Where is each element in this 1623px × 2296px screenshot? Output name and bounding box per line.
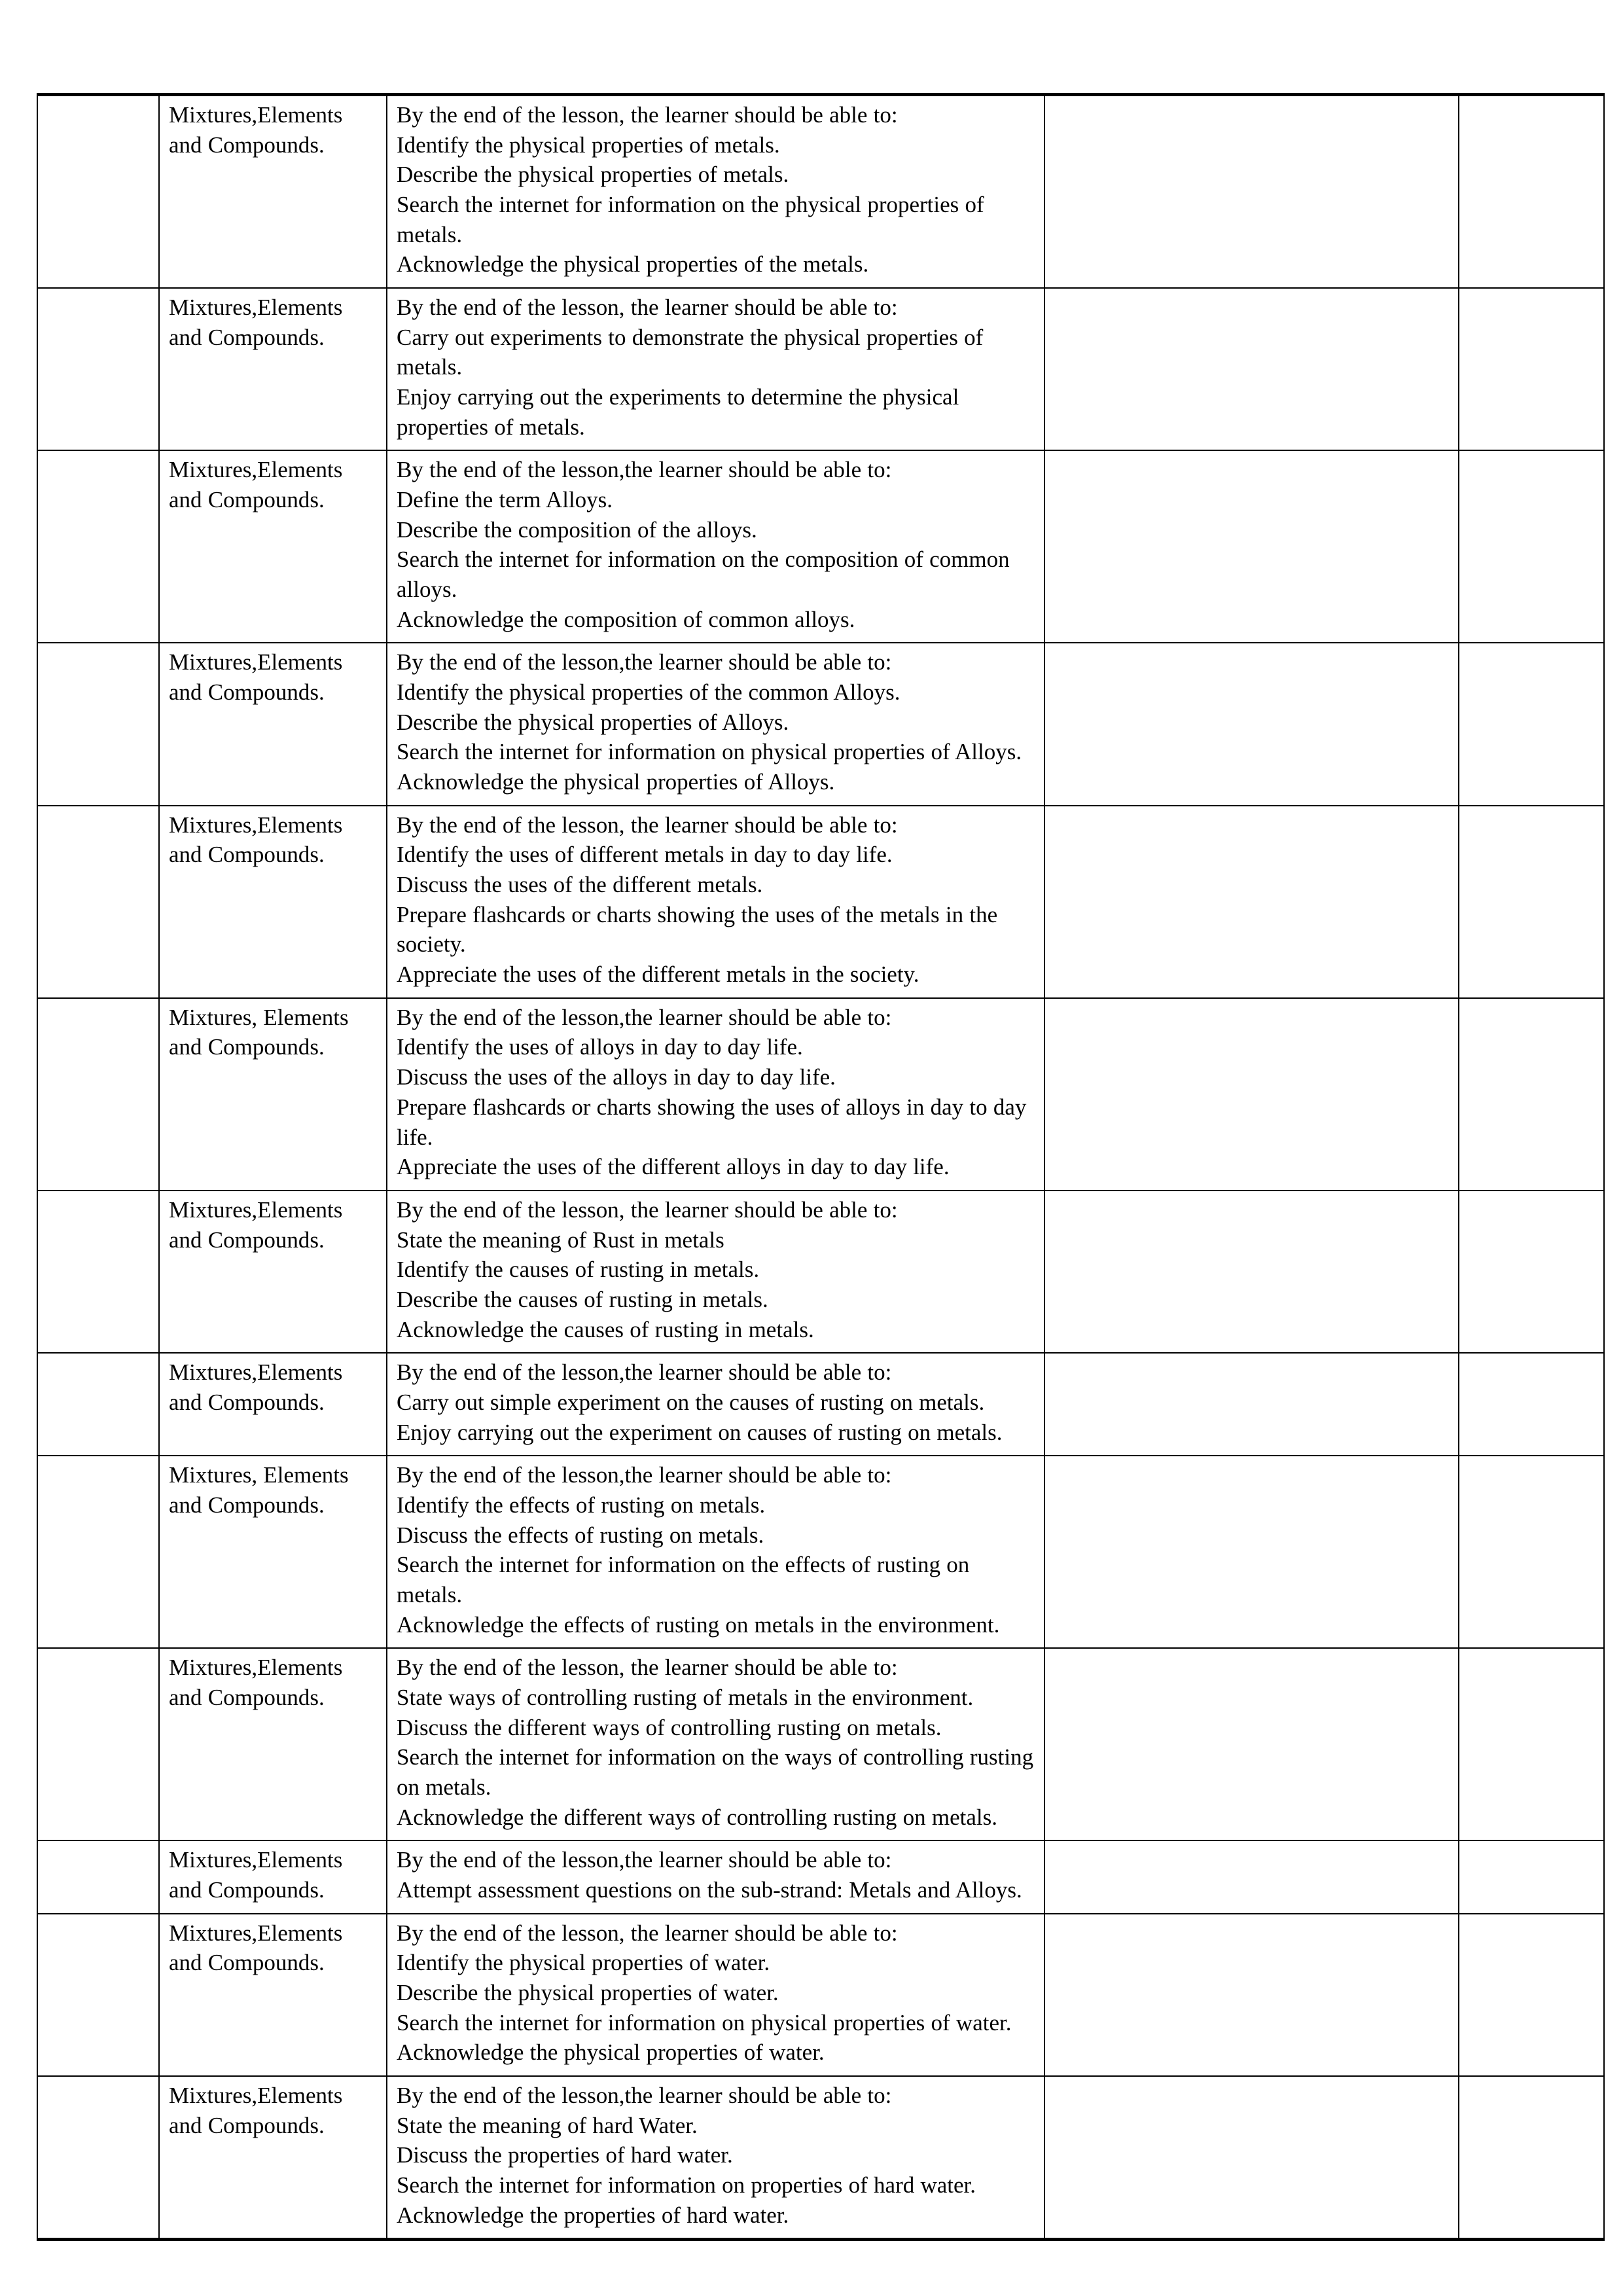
cell-blank-learning-experiences[interactable] — [1044, 998, 1459, 1191]
outcome-line: Appreciate the uses of the different metals in the society. — [397, 961, 919, 988]
sub-strand-text: Mixtures,Elements and Compounds. — [169, 295, 343, 350]
outcome-line: By the end of the lesson, the learner should be able to: — [397, 812, 898, 838]
outcome-line: Prepare flashcards or charts showing the uses of the metals in the society. — [397, 901, 998, 958]
cell-blank-learning-experiences[interactable] — [1044, 1353, 1459, 1456]
cell-blank-left[interactable] — [37, 1353, 159, 1456]
cell-blank-left[interactable] — [37, 1456, 159, 1648]
table-row — [37, 1353, 1604, 1456]
cell-blank-right[interactable] — [1459, 1840, 1604, 1913]
outcome-line: Acknowledge the composition of common alloys. — [397, 606, 855, 632]
cell-blank-learning-experiences[interactable] — [1044, 288, 1459, 450]
outcome-line: By the end of the lesson, the learner should be able to: — [397, 1655, 898, 1681]
outcome-line: By the end of the lesson,the learner should be able to: — [397, 2082, 892, 2108]
outcome-line: Identify the causes of rusting in metals. — [397, 1257, 760, 1283]
outcome-line: Describe the physical properties of metals. — [397, 162, 789, 188]
cell-learning-outcomes — [387, 998, 1044, 1191]
cell-blank-right[interactable] — [1459, 288, 1604, 450]
cell-sub-strand — [159, 643, 387, 805]
outcome-line: By the end of the lesson,the learner should be able to: — [397, 1359, 892, 1386]
cell-sub-strand — [159, 2076, 387, 2240]
cell-blank-left[interactable] — [37, 643, 159, 805]
table-row — [37, 1191, 1604, 1353]
cell-blank-learning-experiences[interactable] — [1044, 450, 1459, 643]
outcome-line: Describe the causes of rusting in metals. — [397, 1286, 768, 1312]
outcome-line: Acknowledge the properties of hard water. — [397, 2202, 789, 2228]
cell-blank-learning-experiences[interactable] — [1044, 806, 1459, 998]
cell-blank-left[interactable] — [37, 95, 159, 289]
table-row — [37, 1840, 1604, 1913]
cell-learning-outcomes — [387, 2076, 1044, 2240]
outcome-line: Describe the composition of the alloys. — [397, 516, 757, 543]
sub-strand-text: Mixtures,Elements and Compounds. — [169, 1196, 343, 1253]
outcome-line: Identify the physical properties of metals. — [397, 132, 780, 158]
outcome-line: Identify the uses of different metals in day to day life. — [397, 842, 893, 868]
sub-strand-text: Mixtures,Elements and Compounds. — [169, 649, 343, 706]
cell-blank-right[interactable] — [1459, 998, 1604, 1191]
outcome-line: Carry out experiments to demonstrate the physical properties of metals. — [397, 324, 984, 380]
cell-learning-outcomes — [387, 806, 1044, 998]
outcome-line: Discuss the properties of hard water. — [397, 2142, 733, 2168]
table-body — [37, 95, 1604, 2240]
cell-blank-left[interactable] — [37, 998, 159, 1191]
outcome-line: By the end of the lesson, the learner should be able to: — [397, 1920, 898, 1946]
outcome-line: By the end of the lesson, the learner should be able to: — [397, 1196, 898, 1223]
sub-strand-text: Mixtures, Elements and Compounds. — [169, 1462, 349, 1518]
outcome-line: Acknowledge the physical properties of water. — [397, 2039, 825, 2066]
outcome-line: Search the internet for information on physical properties of water. — [397, 2009, 1012, 2036]
outcome-line: By the end of the lesson,the learner should be able to: — [397, 649, 892, 675]
cell-blank-left[interactable] — [37, 1191, 159, 1353]
outcome-line: State ways of controlling rusting of metals in the environment. — [397, 1684, 974, 1710]
outcome-line: Describe the physical properties of water. — [397, 1979, 779, 2005]
cell-blank-left[interactable] — [37, 1840, 159, 1913]
outcome-line: Describe the physical properties of Alloys. — [397, 709, 789, 735]
outcome-line: Identify the uses of alloys in day to day life. — [397, 1034, 803, 1060]
table-row — [37, 1456, 1604, 1648]
outcome-line: Define the term Alloys. — [397, 487, 613, 513]
cell-sub-strand — [159, 1914, 387, 2076]
sub-strand-text: Mixtures,Elements and Compounds. — [169, 1847, 343, 1903]
outcome-line: By the end of the lesson,the learner should be able to: — [397, 457, 892, 483]
cell-blank-learning-experiences[interactable] — [1044, 1914, 1459, 2076]
outcome-line: Acknowledge the different ways of controlling rusting on metals. — [397, 1804, 997, 1830]
cell-blank-learning-experiences[interactable] — [1044, 1191, 1459, 1353]
cell-sub-strand — [159, 450, 387, 643]
sub-strand-text: Mixtures,Elements and Compounds. — [169, 102, 343, 158]
outcome-line: By the end of the lesson,the learner should be able to: — [397, 1847, 892, 1873]
outcome-line: Search the internet for information on the effects of rusting on metals. — [397, 1552, 970, 1607]
cell-blank-left[interactable] — [37, 1914, 159, 2076]
cell-sub-strand — [159, 1840, 387, 1913]
cell-blank-left[interactable] — [37, 450, 159, 643]
outcome-line: By the end of the lesson, the learner should be able to: — [397, 295, 898, 321]
outcome-line: Attempt assessment questions on the sub-strand: Metals and Alloys. — [397, 1876, 1022, 1903]
sub-strand-text: Mixtures,Elements and Compounds. — [169, 2082, 343, 2138]
cell-blank-left[interactable] — [37, 1648, 159, 1840]
outcome-line: Acknowledge the causes of rusting in metals. — [397, 1316, 814, 1342]
cell-learning-outcomes — [387, 1353, 1044, 1456]
table-row — [37, 643, 1604, 805]
table-row — [37, 806, 1604, 998]
outcome-line: Search the internet for information on physical properties of Alloys. — [397, 739, 1022, 765]
cell-learning-outcomes — [387, 643, 1044, 805]
table-row — [37, 1648, 1604, 1840]
outcome-line: Discuss the different ways of controlling rusting on metals. — [397, 1714, 942, 1740]
outcome-line: Enjoy carrying out the experiments to determine the physical properties of metals. — [397, 384, 959, 440]
cell-blank-left[interactable] — [37, 806, 159, 998]
cell-blank-right[interactable] — [1459, 806, 1604, 998]
cell-learning-outcomes — [387, 288, 1044, 450]
cell-learning-outcomes — [387, 450, 1044, 643]
cell-learning-outcomes — [387, 1648, 1044, 1840]
outcome-line: Prepare flashcards or charts showing the uses of alloys in day to day life. — [397, 1094, 1027, 1150]
cell-sub-strand — [159, 1648, 387, 1840]
cell-sub-strand — [159, 1191, 387, 1353]
outcome-line: Discuss the effects of rusting on metals. — [397, 1522, 764, 1548]
cell-blank-learning-experiences[interactable] — [1044, 643, 1459, 805]
outcome-line: Identify the effects of rusting on metals. — [397, 1492, 766, 1518]
cell-learning-outcomes — [387, 1191, 1044, 1353]
table-row — [37, 2076, 1604, 2240]
cell-learning-outcomes — [387, 1840, 1044, 1913]
lesson-plan-table — [37, 93, 1605, 2241]
cell-blank-right[interactable] — [1459, 95, 1604, 289]
outcome-line: Discuss the uses of the alloys in day to day life. — [397, 1064, 836, 1090]
outcome-line: Identify the physical properties of the common Alloys. — [397, 679, 901, 706]
cell-blank-learning-experiences[interactable] — [1044, 1840, 1459, 1913]
sub-strand-text: Mixtures,Elements and Compounds. — [169, 1920, 343, 1976]
outcome-line: Search the internet for information on the physical properties of metals. — [397, 192, 984, 247]
cell-sub-strand — [159, 806, 387, 998]
lesson-plan-sheet — [37, 93, 1603, 2241]
outcome-line: By the end of the lesson,the learner should be able to: — [397, 1004, 892, 1030]
cell-blank-right[interactable] — [1459, 1191, 1604, 1353]
cell-blank-left[interactable] — [37, 2076, 159, 2240]
outcome-line: By the end of the lesson, the learner should be able to: — [397, 102, 898, 128]
outcome-line: Acknowledge the physical properties of Alloys. — [397, 769, 835, 795]
table-row — [37, 1914, 1604, 2076]
cell-sub-strand — [159, 1353, 387, 1456]
cell-blank-right[interactable] — [1459, 1456, 1604, 1648]
table-row — [37, 288, 1604, 450]
sub-strand-text: Mixtures,Elements and Compounds. — [169, 1359, 343, 1415]
table-row — [37, 998, 1604, 1191]
outcome-line: State the meaning of Rust in metals — [397, 1227, 724, 1253]
outcome-line: Search the internet for information on the composition of common alloys. — [397, 547, 1010, 603]
cell-learning-outcomes — [387, 1456, 1044, 1648]
cell-blank-learning-experiences[interactable] — [1044, 2076, 1459, 2240]
cell-sub-strand — [159, 998, 387, 1191]
table-row — [37, 450, 1604, 643]
outcome-line: Carry out simple experiment on the causes of rusting on metals. — [397, 1389, 985, 1415]
cell-sub-strand — [159, 288, 387, 450]
cell-learning-outcomes — [387, 95, 1044, 289]
cell-learning-outcomes — [387, 1914, 1044, 2076]
outcome-line: Search the internet for information on properties of hard water. — [397, 2172, 976, 2198]
outcome-line: By the end of the lesson,the learner should be able to: — [397, 1462, 892, 1488]
outcome-line: Discuss the uses of the different metals. — [397, 872, 763, 898]
sub-strand-text: Mixtures,Elements and Compounds. — [169, 457, 343, 513]
table-row — [37, 95, 1604, 289]
cell-blank-right[interactable] — [1459, 2076, 1604, 2240]
cell-sub-strand — [159, 95, 387, 289]
cell-blank-learning-experiences[interactable] — [1044, 95, 1459, 289]
sub-strand-text: Mixtures,Elements and Compounds. — [169, 1655, 343, 1710]
outcome-line: Acknowledge the effects of rusting on metals in the environment. — [397, 1611, 1000, 1638]
sub-strand-text: Mixtures,Elements and Compounds. — [169, 812, 343, 868]
cell-blank-right[interactable] — [1459, 1648, 1604, 1840]
cell-blank-left[interactable] — [37, 288, 159, 450]
cell-blank-right[interactable] — [1459, 450, 1604, 643]
outcome-line: Acknowledge the physical properties of the metals. — [397, 251, 869, 278]
cell-blank-right[interactable] — [1459, 1353, 1604, 1456]
cell-sub-strand — [159, 1456, 387, 1648]
cell-blank-right[interactable] — [1459, 643, 1604, 805]
sub-strand-text: Mixtures, Elements and Compounds. — [169, 1004, 349, 1060]
outcome-line: Appreciate the uses of the different alloys in day to day life. — [397, 1154, 950, 1180]
outcome-line: Search the internet for information on the ways of controlling rusting on metals. — [397, 1744, 1034, 1800]
outcome-line: Identify the physical properties of water. — [397, 1950, 770, 1976]
cell-blank-learning-experiences[interactable] — [1044, 1456, 1459, 1648]
outcome-line: Enjoy carrying out the experiment on causes of rusting on metals. — [397, 1419, 1003, 1445]
outcome-line: State the meaning of hard Water. — [397, 2112, 698, 2138]
cell-blank-learning-experiences[interactable] — [1044, 1648, 1459, 1840]
cell-blank-right[interactable] — [1459, 1914, 1604, 2076]
